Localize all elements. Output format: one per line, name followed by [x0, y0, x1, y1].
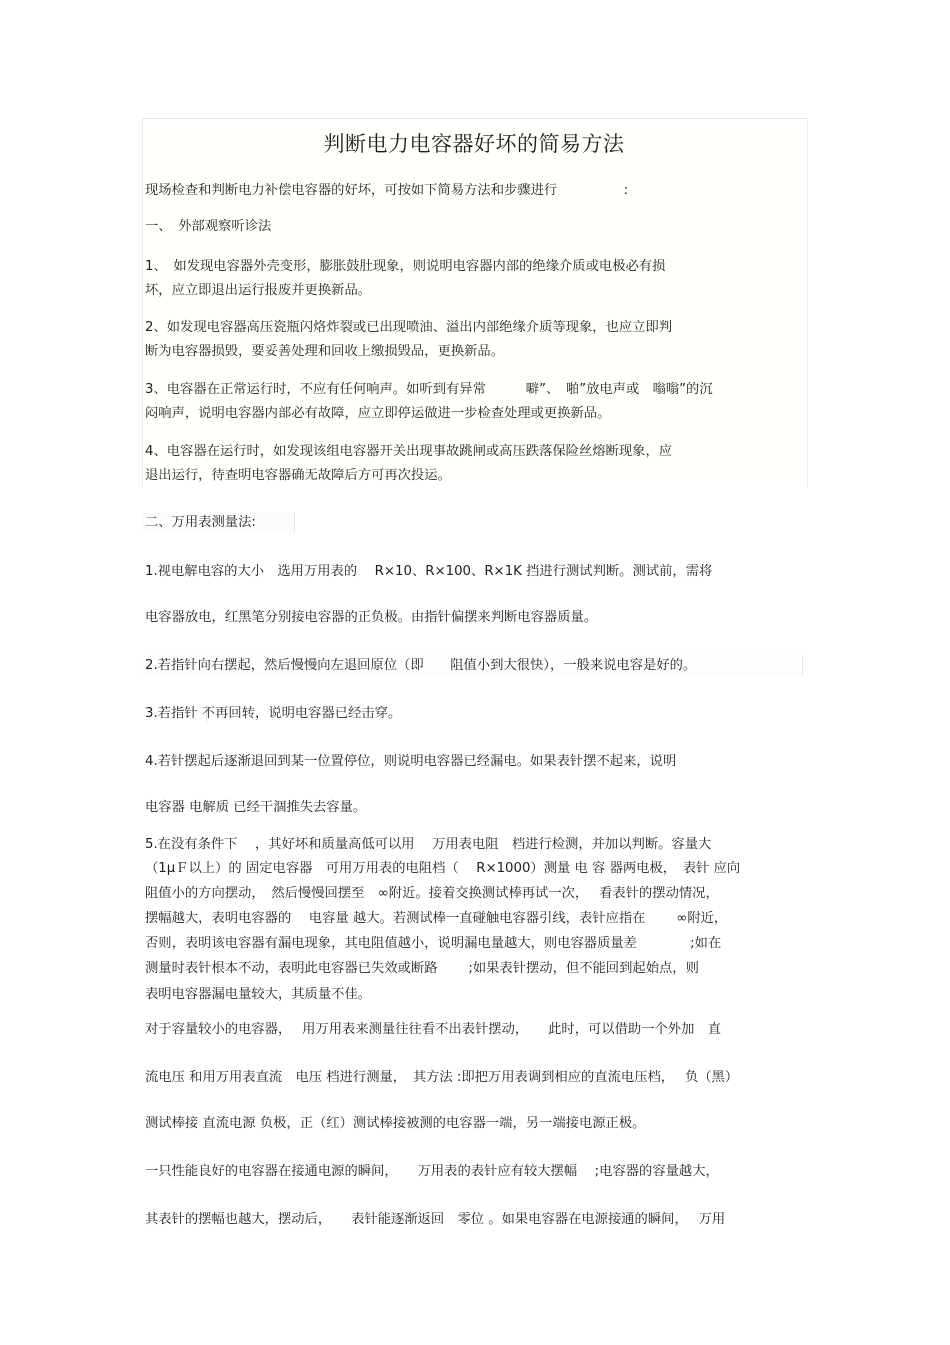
- item2-line1: 2、如发现电容器高压瓷瓶闪烙炸裂或已出现喷油、溢出内部绝缘介质等现象，也应立即判: [145, 320, 673, 335]
- step2-text: 2.若指针向右摆起，然后慢慢向左退回原位（即 阻值小到大很快），一般来说电容是好的。: [145, 658, 697, 673]
- step5-line6: 测量时表针根本不动，表明此电容器已失效或断路 ;如果表针摆动，但不能回到起始点，则: [145, 961, 699, 976]
- item3-line1: 3、电容器在正常运行时，不应有任何响声。如听到有异常 噼”、 啪”放电声或 嗡嗡”的沉: [145, 382, 713, 397]
- step5-line7: 表明电容器漏电量较大，其质量不佳。: [145, 987, 372, 1002]
- para6-line3: 测试棒接 直流电源 负极，正（红）测试棒接被测的电容器一端，另一端接电源正极。: [145, 1116, 646, 1131]
- item1-line2: 坏，应立即退出运行报废并更换新品。: [145, 283, 372, 298]
- step1-line1: 1.视电解电容的大小 选用万用表的 R×10、R×100、R×1K 挡进行测试判断。测试前，需将: [145, 564, 713, 579]
- step1-line2: 电容器放电，红黑笔分别接电容器的正负极。由指针偏摆来判断电容器质量。: [145, 610, 598, 625]
- item2-line2: 断为电容器损毁，要妥善处理和回收上缴损毁品，更换新品。: [145, 344, 505, 359]
- step5-line2: （1μＦ以上）的 固定电容器 可用万用表的电阻档（ R×1000）测量 电 容 器两电极， 表针 应向: [145, 861, 741, 876]
- para6-line2: 流电压 和用万用表直流 电压 档进行测量， 其方法 :即把万用表调到相应的直流电压档， 负（黑）: [145, 1070, 739, 1085]
- step5-line5: 否则，表明该电容器有漏电现象，其电阻值越小，说明漏电量越大，则电容器质量差 ;如在: [145, 936, 722, 951]
- item4-line2: 退出运行，待查明电容器确无故障后方可再次投运。: [145, 468, 451, 483]
- item4-line1: 4、电容器在运行时，如发现该组电容器开关出现事故跳闸或高压跌落保险丝熔断现象，应: [145, 444, 673, 459]
- item1-line1: 1、 如发现电容器外壳变形，膨胀鼓肚现象，则说明电容器内部的绝缘介质或电极必有损: [145, 259, 666, 274]
- step3-text: 3.若指针 不再回转，说明电容器已经击穿。: [145, 706, 402, 721]
- step5-line3: 阻值小的方向摆动， 然后慢慢回摆至 ∞附近。接着交换测试棒再试一次， 看表针的摆动情况，: [145, 886, 719, 901]
- intro-text: 现场检查和判断电力补偿电容器的好坏，可按如下简易方法和步骤进行 :: [145, 183, 629, 198]
- page-title: 判断电力电容器好坏的简易方法: [323, 132, 625, 156]
- para6-line1: 对于容量较小的电容器， 用万用表来测量往往看不出表针摆动， 此时，可以借助一个外加 直: [145, 1022, 721, 1037]
- step5-line1: 5.在没有条件下 ，其好坏和质量高低可以用 万用表电阻 档进行检测，并加以判断。容量大: [145, 837, 712, 852]
- item3-line2: 闷响声，说明电容器内部必有故障，应立即停运做进一步检查处理或更换新品。: [145, 406, 611, 421]
- para7-line1: 一只性能良好的电容器在接通电源的瞬间， 万用表的表针应有较大摆幅 ;电容器的容量越大，: [145, 1164, 719, 1179]
- section-frame: [142, 118, 808, 487]
- para7-line2: 其表针的摆幅也越大，摆动后， 表针能逐渐返回 零位 。如果电容器在电源接通的瞬间， 万用: [145, 1212, 726, 1227]
- section2-heading: 二、万用表测量法:: [145, 515, 256, 530]
- step4-line2: 电容器 电解质 已经干涸推失去容量。: [145, 800, 367, 815]
- step4-line1: 4.若针摆起后逐渐退回到某一位置停位，则说明电容器已经漏电。如果表针摆不起来，说明: [145, 754, 677, 769]
- step5-line4: 摆幅越大，表明电容器的 电容量 越大。若测试棒一直碰触电容器引线，表针应指在 ∞附近，: [145, 911, 728, 926]
- section1-heading: 一、 外部观察听诊法: [145, 219, 272, 234]
